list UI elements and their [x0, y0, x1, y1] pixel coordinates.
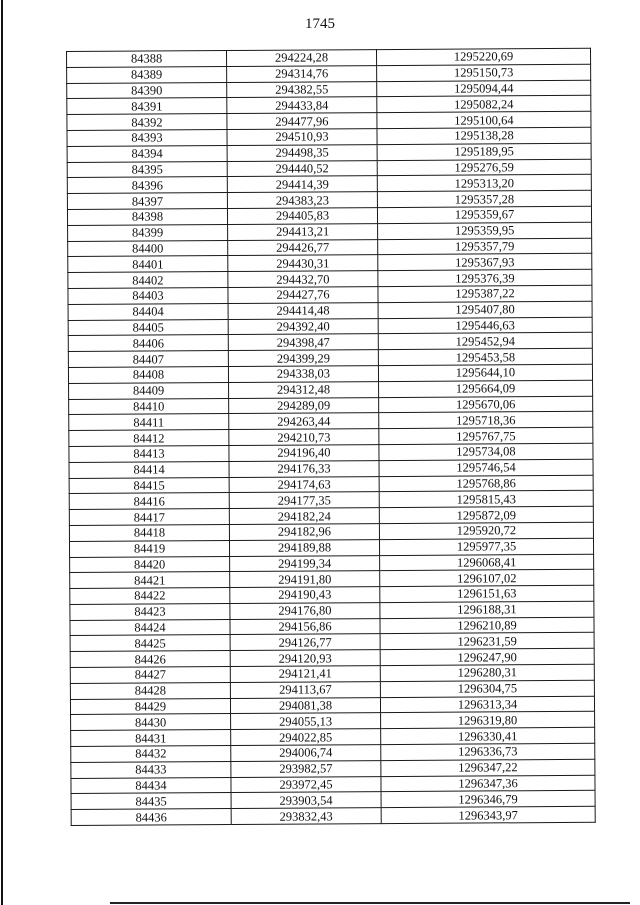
x-coordinate-cell: 294263,44: [229, 413, 379, 430]
y-coordinate-cell: 1296068,41: [380, 554, 594, 571]
x-coordinate-cell: 294426,77: [228, 239, 378, 256]
point-number-cell: 84403: [68, 287, 228, 304]
point-number-cell: 84425: [70, 635, 230, 652]
x-coordinate-cell: 294392,40: [228, 318, 378, 335]
y-coordinate-cell: 1296313,34: [380, 696, 594, 713]
y-coordinate-cell: 1295644,10: [378, 364, 592, 381]
x-coordinate-cell: 294383,23: [227, 192, 377, 209]
x-coordinate-cell: 294382,55: [227, 81, 377, 98]
point-number-cell: 84436: [71, 809, 231, 826]
x-coordinate-cell: 294126,77: [230, 634, 380, 651]
y-coordinate-cell: 1296151,63: [380, 585, 594, 602]
y-coordinate-cell: 1296343,97: [381, 807, 595, 824]
point-number-cell: 84388: [67, 51, 227, 68]
point-number-cell: 84395: [67, 161, 227, 178]
point-number-cell: 84433: [71, 761, 231, 778]
x-coordinate-cell: 294314,76: [227, 65, 377, 82]
x-coordinate-cell: 294427,76: [228, 287, 378, 304]
y-coordinate-cell: 1296210,89: [380, 617, 594, 634]
coordinates-table-body: [67, 48, 596, 825]
x-coordinate-cell: 294430,31: [228, 255, 378, 272]
x-coordinate-cell: 294413,21: [228, 223, 378, 240]
y-coordinate-cell: 1295138,28: [377, 127, 591, 144]
point-number-cell: 84430: [71, 714, 231, 731]
y-coordinate-cell: 1295387,22: [378, 285, 592, 302]
y-coordinate-cell: 1295920,72: [379, 522, 593, 539]
y-coordinate-cell: 1295768,86: [379, 475, 593, 492]
x-coordinate-cell: 294156,86: [230, 618, 380, 635]
x-coordinate-cell: 294398,47: [228, 334, 378, 351]
y-coordinate-cell: 1295359,67: [377, 206, 591, 223]
x-coordinate-cell: 294196,40: [229, 445, 379, 462]
x-coordinate-cell: 294189,88: [229, 539, 379, 556]
y-coordinate-cell: 1296346,79: [381, 791, 595, 808]
point-number-cell: 84390: [67, 82, 227, 99]
y-coordinate-cell: 1296247,90: [380, 649, 594, 666]
y-coordinate-cell: 1295150,73: [377, 64, 591, 81]
x-coordinate-cell: 294190,43: [230, 587, 380, 604]
y-coordinate-cell: 1295815,43: [379, 491, 593, 508]
point-number-cell: 84408: [68, 366, 228, 383]
point-number-cell: 84414: [69, 461, 229, 478]
coordinates-table: [66, 48, 596, 826]
x-coordinate-cell: 294414,39: [227, 176, 377, 193]
x-coordinate-cell: 294414,48: [228, 302, 378, 319]
x-coordinate-cell: 294440,52: [227, 160, 377, 177]
point-number-cell: 84411: [69, 414, 229, 431]
scan-left-edge: [1, 0, 3, 905]
y-coordinate-cell: 1296280,31: [380, 664, 594, 681]
point-number-cell: 84405: [68, 319, 228, 336]
point-number-cell: 84404: [68, 303, 228, 320]
x-coordinate-cell: 294006,74: [231, 745, 381, 762]
y-coordinate-cell: 1295746,54: [379, 459, 593, 476]
point-number-cell: 84426: [70, 651, 230, 668]
point-number-cell: 84392: [67, 114, 227, 131]
y-coordinate-cell: 1296107,02: [380, 570, 594, 587]
scan-bottom-edge: [110, 902, 630, 904]
x-coordinate-cell: 294191,80: [230, 571, 380, 588]
point-number-cell: 84424: [70, 619, 230, 636]
x-coordinate-cell: 293982,57: [231, 760, 381, 777]
point-number-cell: 84422: [70, 588, 230, 605]
point-number-cell: 84423: [70, 603, 230, 620]
point-number-cell: 84402: [68, 272, 228, 289]
point-number-cell: 84398: [67, 208, 227, 225]
point-number-cell: 84435: [71, 793, 231, 810]
y-coordinate-cell: 1295407,80: [378, 301, 592, 318]
point-number-cell: 84401: [68, 256, 228, 273]
point-number-cell: 84417: [69, 509, 229, 526]
x-coordinate-cell: 294224,28: [227, 50, 377, 67]
point-number-cell: 84409: [69, 382, 229, 399]
x-coordinate-cell: 294338,03: [228, 366, 378, 383]
y-coordinate-cell: 1295357,79: [378, 238, 592, 255]
y-coordinate-cell: 1295767,75: [379, 427, 593, 444]
point-number-cell: 84396: [67, 177, 227, 194]
point-number-cell: 84432: [71, 746, 231, 763]
x-coordinate-cell: 294120,93: [230, 650, 380, 667]
y-coordinate-cell: 1295100,64: [377, 111, 591, 128]
point-number-cell: 84427: [70, 667, 230, 684]
point-number-cell: 84413: [69, 445, 229, 462]
point-number-cell: 84397: [67, 193, 227, 210]
y-coordinate-cell: 1296347,36: [381, 775, 595, 792]
x-coordinate-cell: 294289,09: [229, 397, 379, 414]
point-number-cell: 84393: [67, 130, 227, 147]
y-coordinate-cell: 1295367,93: [378, 254, 592, 271]
point-number-cell: 84416: [69, 493, 229, 510]
x-coordinate-cell: 294510,93: [227, 129, 377, 146]
y-coordinate-cell: 1296231,59: [380, 633, 594, 650]
x-coordinate-cell: 294177,35: [229, 492, 379, 509]
point-number-cell: 84429: [70, 698, 230, 715]
y-coordinate-cell: 1295452,94: [378, 333, 592, 350]
x-coordinate-cell: 294432,70: [228, 271, 378, 288]
x-coordinate-cell: 294498,35: [227, 144, 377, 161]
y-coordinate-cell: 1295734,08: [379, 443, 593, 460]
y-coordinate-cell: 1295094,44: [377, 80, 591, 97]
y-coordinate-cell: 1295276,59: [377, 159, 591, 176]
x-coordinate-cell: 294174,63: [229, 476, 379, 493]
y-coordinate-cell: 1296319,80: [381, 712, 595, 729]
point-number-cell: 84399: [68, 224, 228, 241]
x-coordinate-cell: 294433,84: [227, 97, 377, 114]
y-coordinate-cell: 1296304,75: [380, 680, 594, 697]
x-coordinate-cell: 293832,43: [231, 808, 381, 825]
y-coordinate-cell: 1295376,39: [378, 269, 592, 286]
y-coordinate-cell: 1295313,20: [377, 175, 591, 192]
page-number: 1745: [305, 16, 335, 32]
x-coordinate-cell: 293972,45: [231, 776, 381, 793]
point-number-cell: 84428: [70, 682, 230, 699]
x-coordinate-cell: 294176,33: [229, 460, 379, 477]
point-number-cell: 84415: [69, 477, 229, 494]
point-number-cell: 84434: [71, 777, 231, 794]
y-coordinate-cell: 1296330,41: [381, 728, 595, 745]
y-coordinate-cell: 1296336,73: [381, 743, 595, 760]
y-coordinate-cell: 1295446,63: [378, 317, 592, 334]
y-coordinate-cell: 1295082,24: [377, 96, 591, 113]
x-coordinate-cell: 294055,13: [231, 713, 381, 730]
point-number-cell: 84419: [69, 540, 229, 557]
point-number-cell: 84407: [68, 351, 228, 368]
x-coordinate-cell: 294405,83: [227, 208, 377, 225]
y-coordinate-cell: 1295357,28: [377, 190, 591, 207]
point-number-cell: 84431: [71, 730, 231, 747]
x-coordinate-cell: 294312,48: [229, 381, 379, 398]
point-number-cell: 84410: [69, 398, 229, 415]
point-number-cell: 84420: [70, 556, 230, 573]
y-coordinate-cell: 1295359,95: [378, 222, 592, 239]
y-coordinate-cell: 1295453,58: [378, 348, 592, 365]
y-coordinate-cell: 1295220,69: [376, 48, 590, 65]
point-number-cell: 84418: [69, 524, 229, 541]
x-coordinate-cell: 294210,73: [229, 429, 379, 446]
y-coordinate-cell: 1295670,06: [379, 396, 593, 413]
x-coordinate-cell: 294477,96: [227, 113, 377, 130]
x-coordinate-cell: 294081,38: [230, 697, 380, 714]
y-coordinate-cell: 1295718,36: [379, 412, 593, 429]
x-coordinate-cell: 294182,24: [229, 508, 379, 525]
x-coordinate-cell: 294399,29: [228, 350, 378, 367]
point-number-cell: 84406: [68, 335, 228, 352]
point-number-cell: 84394: [67, 145, 227, 162]
y-coordinate-cell: 1296347,22: [381, 759, 595, 776]
point-number-cell: 84400: [68, 240, 228, 257]
y-coordinate-cell: 1295189,95: [377, 143, 591, 160]
x-coordinate-cell: 294199,34: [230, 555, 380, 572]
point-number-cell: 84412: [69, 430, 229, 447]
x-coordinate-cell: 294176,80: [230, 602, 380, 619]
x-coordinate-cell: 294182,96: [229, 524, 379, 541]
x-coordinate-cell: 294113,67: [230, 681, 380, 698]
y-coordinate-cell: 1295977,35: [379, 538, 593, 555]
x-coordinate-cell: 294022,85: [231, 729, 381, 746]
table-row: [71, 807, 595, 826]
y-coordinate-cell: 1296188,31: [380, 601, 594, 618]
x-coordinate-cell: 294121,41: [230, 666, 380, 683]
y-coordinate-cell: 1295872,09: [379, 506, 593, 523]
point-number-cell: 84391: [67, 98, 227, 115]
y-coordinate-cell: 1295664,09: [379, 380, 593, 397]
point-number-cell: 84389: [67, 66, 227, 83]
x-coordinate-cell: 293903,54: [231, 792, 381, 809]
point-number-cell: 84421: [70, 572, 230, 589]
